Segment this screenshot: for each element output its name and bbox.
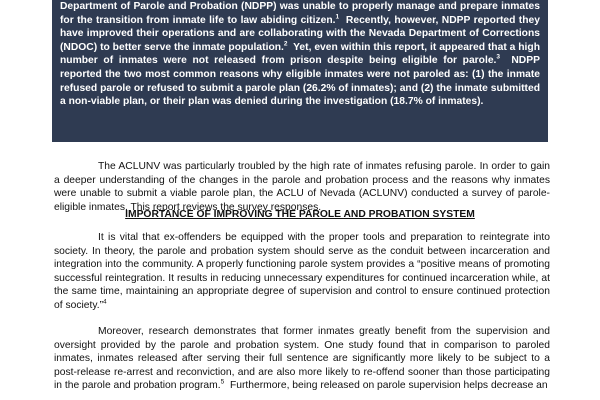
callout-sentence-2: transition from inmate life to law abiding citizen.	[95, 14, 336, 26]
footnote-5: 5	[220, 378, 225, 386]
paragraph-importance	[54, 231, 550, 313]
footnote-4: 4	[103, 298, 107, 306]
callout-line-1: Department of Parole and Probation (NDPP) was unable to properly manage and prepare inmates for the	[60, 1, 540, 26]
highlight-callout-box	[52, 0, 548, 142]
paragraph-research-text: Moreover, research demonstrates that former inmates greatly benefit from the supervision and oversight provided by the parole and probation system. One study found that in comparison to paroled inmates, inmates released after serving their full sentence are significantly more likely to be subject to a post-release re-arrest and reconviction, and are also more likely to re-offend sooner than those participating in the parole and probation program.	[54, 326, 550, 392]
paragraph-survey-intro: The ACLUNV was particularly troubled by the high rate of inmates refusing parole. In order to gain a deeper understanding of the changes in the parole and probation process and the reasons why inmates were unable to submit a viable parole plan, the ACLU of Nevada (ACLUNV) conducted a survey of parole-eligible inmates. This report reviews the survey responses.	[54, 161, 550, 213]
paragraph-importance-text: It is vital that ex-offenders be equipped with the proper tools and preparation to reintegrate into society. In theory, the parole and probation system should serve as the conduit between incarceration and integration into the community. A properly functioning parole system provides a “positive means of promoting successful reintegration. It results in reducing unnecessary expenditures for continued incarceration while, at the same time, maintaining an appropriate degree of supervision and control to ensure continued protection of society.”	[54, 232, 550, 311]
footnote-2: 2	[283, 40, 288, 48]
callout-sentence-4: Yet, even within this report, it appeared that a high number of inmates were not released from prison despite being eligible for parole.	[60, 41, 540, 67]
callout-sentence-3: Recently, however, NDPP reported they have improved their operations and are collaborating with the Nevada Department of Corrections (NDOC) to better serve the inmate population.	[60, 14, 540, 53]
footnote-1: 1	[335, 13, 340, 21]
footnote-3: 3	[496, 53, 501, 61]
paragraph-research-continuation: Furthermore, being released on parole supervision helps decrease an	[229, 380, 548, 392]
callout-sentence-5: NDPP reported the two most common reasons why eligible inmates were not paroled as: (1) the inmate refused parole or refused to submit a parole plan (26.2% of inmates); and (2) the inmate submitted a non-viable plan, or their plan was denied during the investigation (18.7% of inmates).	[60, 55, 540, 108]
section-heading: IMPORTANCE OF IMPROVING THE PAROLE AND PROBATION SYSTEM	[125, 209, 475, 220]
paragraph-research	[54, 325, 550, 393]
